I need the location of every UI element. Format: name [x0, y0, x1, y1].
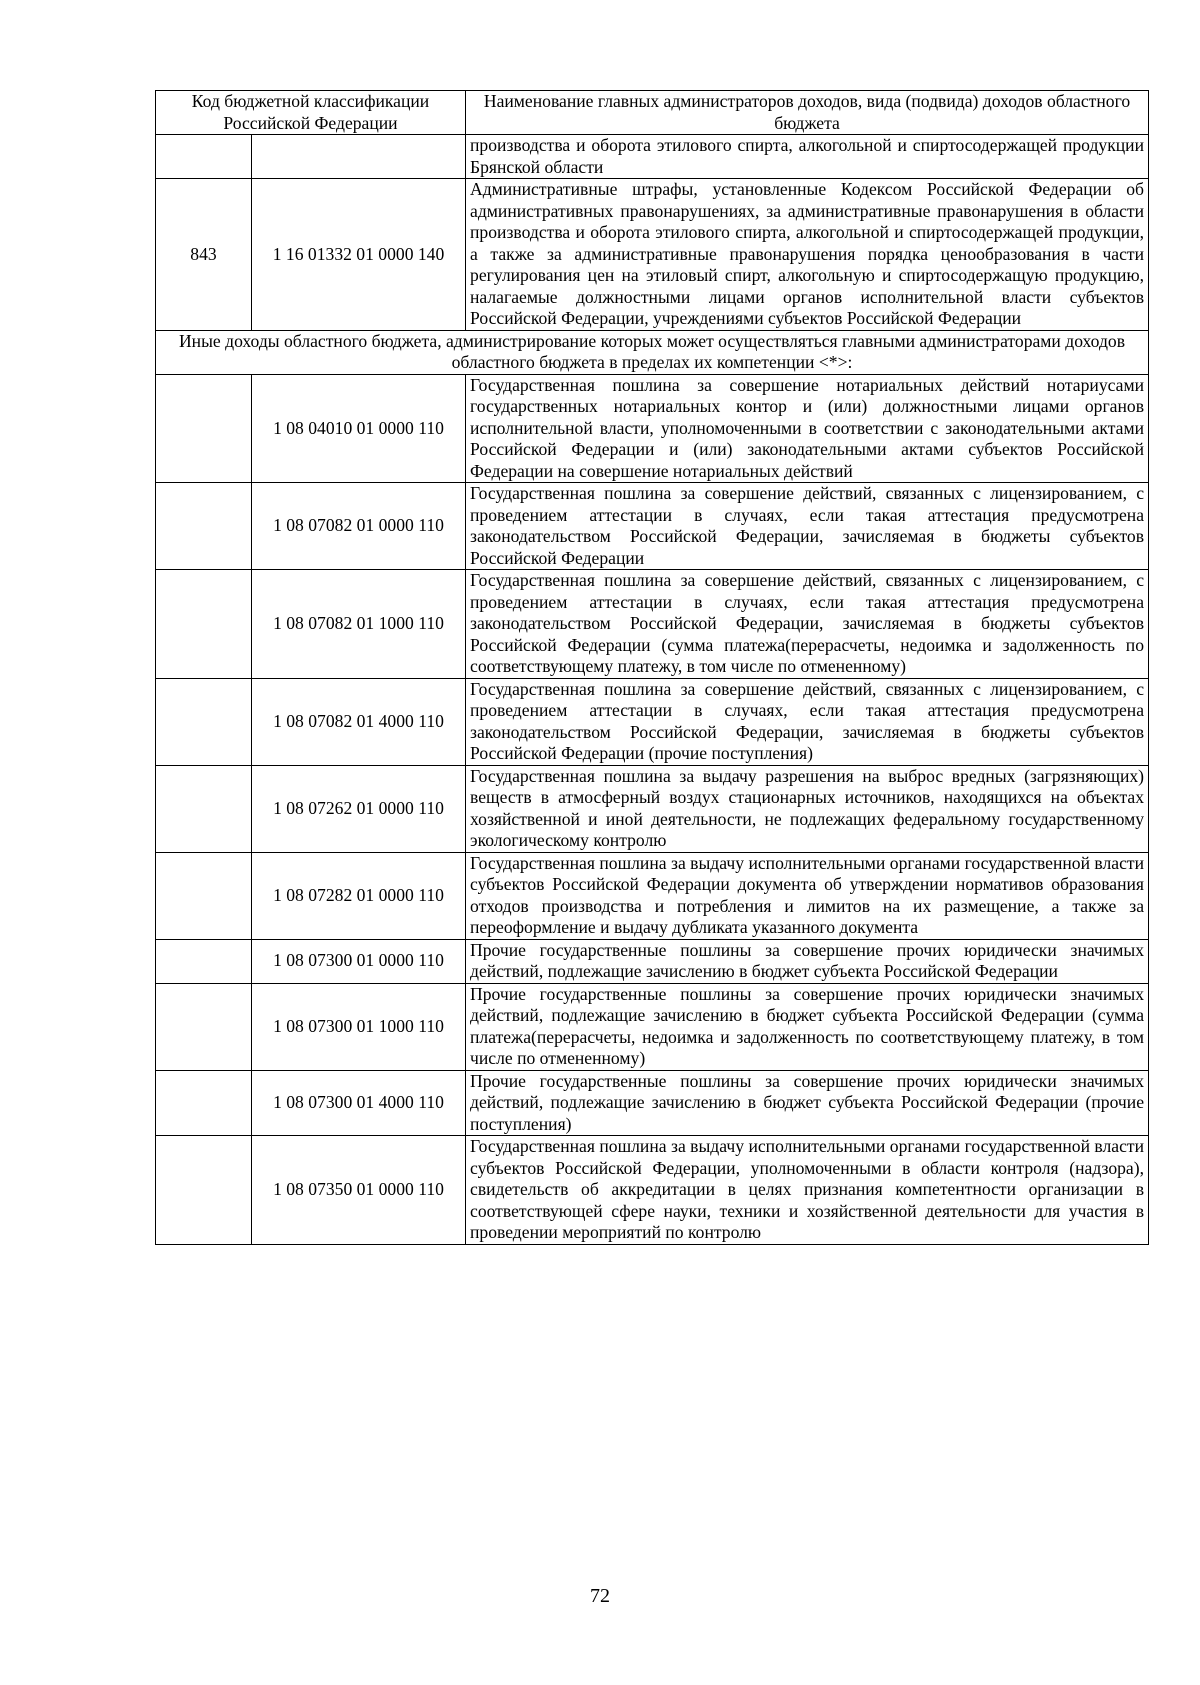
description-cell: Прочие государственные пошлины за совершение прочих юридически значимых действий, подлежащие зачислению в бюджет субъекта Российской Федерации (сумма платежа(перерасчеты, недоимка и задолженность по соответствующему платежу, в том числе по отмененному): [466, 983, 1149, 1070]
table-row: [156, 1136, 1149, 1245]
budget-code-cell: 1 08 07300 01 0000 110: [252, 939, 466, 983]
admin-code-cell: 843: [156, 179, 252, 331]
description-cell: Государственная пошлина за совершение действий, связанных с лицензированием, с проведением аттестации в случаях, если такая аттестация предусмотрена законодательством Российской Федерации, зачисляемая в бюджеты субъектов Российской Федерации: [466, 483, 1149, 570]
budget-code-cell: 1 08 07300 01 4000 110: [252, 1070, 466, 1136]
table-row: [156, 483, 1149, 570]
description-cell: Государственная пошлина за совершение действий, связанных с лицензированием, с проведением аттестации в случаях, если такая аттестация предусмотрена законодательством Российской Федерации, зачисляемая в бюджеты субъектов Российской Федерации (прочие поступления): [466, 678, 1149, 765]
admin-cell: [156, 374, 252, 483]
admin-cell: [156, 135, 252, 179]
budget-code-cell: 1 08 07282 01 0000 110: [252, 852, 466, 939]
description-cell: Государственная пошлина за совершение нотариальных действий нотариусами государственных нотариальных контор и (или) должностными лицами органов исполнительной власти, уполномоченными в соответствии с законодательными актами Российской Федерации и (или) законодательными актами субъектов Российской Федерации на совершение нотариальных действий: [466, 374, 1149, 483]
table-row: [156, 983, 1149, 1070]
table-row: [156, 678, 1149, 765]
description-cell: Государственная пошлина за выдачу исполнительными органами государственной власти субъектов Российской Федерации, уполномоченными в области контроля (надзора), свидетельств об аккредитации в целях признания компетентности организации в соответствующей сфере науки, техники и хозяйственной деятельности для участия в проведении мероприятий по контролю: [466, 1136, 1149, 1245]
admin-cell: [156, 570, 252, 679]
table-row: [156, 374, 1149, 483]
budget-code-cell: 1 16 01332 01 0000 140: [252, 179, 466, 331]
header-budget-code: Код бюджетной классификации Российской Федерации: [156, 91, 466, 135]
budget-code-cell: 1 08 07082 01 0000 110: [252, 483, 466, 570]
admin-cell: [156, 1136, 252, 1245]
table-row: [156, 852, 1149, 939]
continuation-row: [156, 135, 1149, 179]
table-row: [156, 939, 1149, 983]
description-cell: Государственная пошлина за выдачу исполнительными органами государственной власти субъектов Российской Федерации документа об утверждении нормативов образования отходов производства и потребления и лимитов на их размещение, а также за переоформление и выдачу дубликата указанного документа: [466, 852, 1149, 939]
table-row: [156, 179, 1149, 331]
header-revenue-name: Наименование главных администраторов доходов, вида (подвида) доходов областного бюджета: [466, 91, 1149, 135]
description-cell: Государственная пошлина за выдачу разрешения на выброс вредных (загрязняющих) веществ в атмосферный воздух стационарных источников, находящихся на объектах хозяйственной и иной деятельности, не подлежащих федеральному государственному экологическому контролю: [466, 765, 1149, 852]
section-row: [156, 330, 1149, 374]
section-title: Иные доходы областного бюджета, администрирование которых может осуществляться главными администраторами доходов областного бюджета в пределах их компетенции <*>:: [156, 330, 1149, 374]
admin-cell: [156, 765, 252, 852]
admin-cell: [156, 483, 252, 570]
description-cell: Прочие государственные пошлины за совершение прочих юридически значимых действий, подлежащие зачислению в бюджет субъекта Российской Федерации: [466, 939, 1149, 983]
table-header-row: [156, 91, 1149, 135]
budget-code-cell: 1 08 07082 01 4000 110: [252, 678, 466, 765]
budget-code-cell: 1 08 07082 01 1000 110: [252, 570, 466, 679]
table-row: [156, 570, 1149, 679]
budget-code-cell: 1 08 04010 01 0000 110: [252, 374, 466, 483]
budget-code-cell: 1 08 07350 01 0000 110: [252, 1136, 466, 1245]
code-cell: [252, 135, 466, 179]
table-row: [156, 765, 1149, 852]
budget-code-cell: 1 08 07262 01 0000 110: [252, 765, 466, 852]
description-cell: Прочие государственные пошлины за совершение прочих юридически значимых действий, подлежащие зачислению в бюджет субъекта Российской Федерации (прочие поступления): [466, 1070, 1149, 1136]
continuation-administrator-name: производства и оборота этилового спирта, алкогольной и спиртосодержащей продукции Брянской области: [466, 135, 1149, 179]
description-cell: Административные штрафы, установленные Кодексом Российской Федерации об административных правонарушениях, за административные правонарушения в области производства и оборота этилового спирта, алкогольной и спиртосодержащей продукции, а также за административные правонарушения порядка ценообразования в части регулирования цен на этиловый спирт, алкогольную и спиртосодержащую продукцию, налагаемые должностными лицами органов исполнительной власти субъектов Российской Федерации, учреждениями субъектов Российской Федерации: [466, 179, 1149, 331]
description-cell: Государственная пошлина за совершение действий, связанных с лицензированием, с проведением аттестации в случаях, если такая аттестация предусмотрена законодательством Российской Федерации, зачисляемая в бюджеты субъектов Российской Федерации (сумма платежа(перерасчеты, недоимка и задолженность по соответствующему платежу, в том числе по отмененному): [466, 570, 1149, 679]
admin-cell: [156, 852, 252, 939]
budget-code-cell: 1 08 07300 01 1000 110: [252, 983, 466, 1070]
admin-cell: [156, 678, 252, 765]
admin-cell: [156, 1070, 252, 1136]
admin-cell: [156, 983, 252, 1070]
admin-cell: [156, 939, 252, 983]
revenue-table: [155, 90, 1149, 1245]
table-row: [156, 1070, 1149, 1136]
page-number: 72: [590, 1585, 610, 1607]
